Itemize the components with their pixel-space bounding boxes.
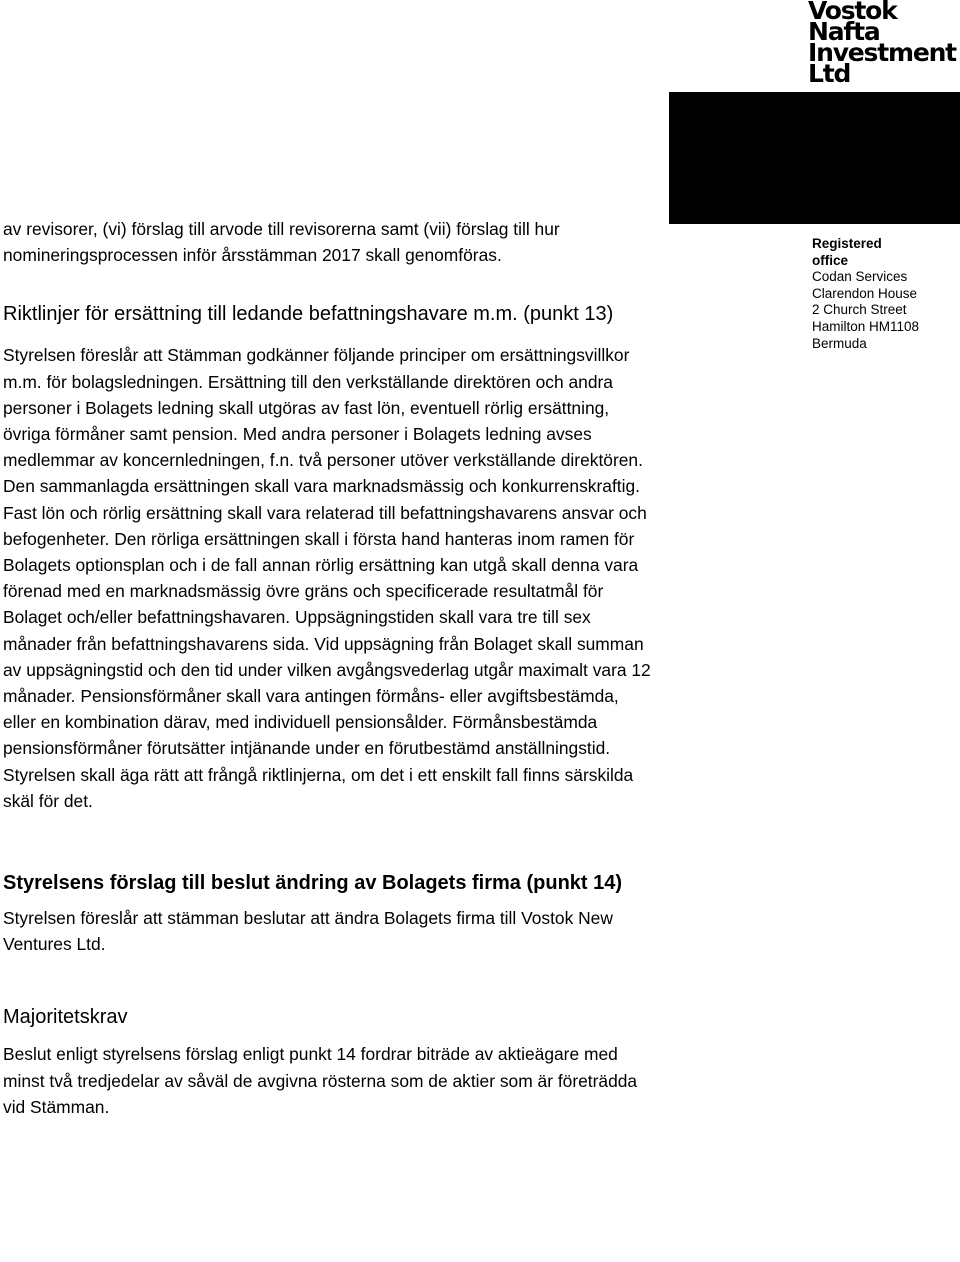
registered-office-address: [812, 236, 960, 352]
document-body: [3, 216, 653, 1120]
majority-heading: Majoritetskrav: [3, 1006, 128, 1029]
intro-paragraph: av revisorer, (vi) förslag till arvode till revisorerna samt (vii) förslag till hur nomineringsprocessen inför årsstämman 2017 skall genomföras.: [3, 219, 560, 266]
section-13-heading: Riktlinjer för ersättning till ledande befattningshavare m.m. (punkt 13): [3, 303, 614, 326]
majority-body: Beslut enligt styrelsens förslag enligt punkt 14 fordrar biträde av aktieägare med minst två tredjedelar av såväl de avgivna rösterna som de aktier som är företrädda vid Stämman.: [3, 1044, 638, 1117]
registered-office-lines: Codan Services Clarendon House 2 Church Street Hamilton HM1108 Bermuda: [812, 269, 920, 351]
registered-office-heading: Registered office: [812, 236, 882, 268]
section-14-body: Styrelsen föreslår att stämman beslutar att ändra Bolagets firma till Vostok New Ventures Ltd.: [3, 908, 613, 955]
section-14-heading: Styrelsens förslag till beslut ändring av Bolagets firma (punkt 14): [3, 872, 623, 895]
logo-black-block: [669, 92, 960, 224]
company-logo-text: Vostok Nafta Investment Ltd: [808, 0, 956, 88]
section-13-body: Styrelsen föreslår att Stämman godkänner följande principer om ersättningsvillkor m.m. för bolagsledningen. Ersättning till den verkställande direktören och andra personer i Bolagets ledning skall utgöras av fast lön, eventuell rörlig ersättning, övriga förmåner samt pension. Med andra personer i Bolagets ledning avses medlemmar av koncernledningen, f.n. två personer utöver verkställande direktören. Den sammanlagda ersättningen skall vara marknadsmässig och konkurrenskraftig. Fast lön och rörlig ersättning skall vara relaterad till befattningshavarens ansvar och befogenheter. Den rörliga ersättningen skall i första hand hanteras inom ramen för Bolagets optionsplan och i de fall annan rörlig ersättning kan utgå skall denna vara förenad med en marknadsmässig övre gräns och specificerade resultatmål för Bolaget och/eller befattningshavaren. Uppsägningstiden skall vara tre till sex månader från befattningshavarens sida. Vid uppsägning från Bolaget skall summan av uppsägningstid och den tid under vilken avgångsvederlag utgår maximalt vara 12 månader. Pensionsförmåner skall vara antingen förmåns- eller avgiftsbestämda, eller en kombination därav, med individuell pensionsålder. Förmånsbestämda pensionsförmåner förutsätter intjänande under en förutbestämd anställningstid. Styrelsen skall äga rätt att frångå riktlinjerna, om det i ett enskilt fall finns särskilda skäl för det.: [3, 345, 651, 811]
